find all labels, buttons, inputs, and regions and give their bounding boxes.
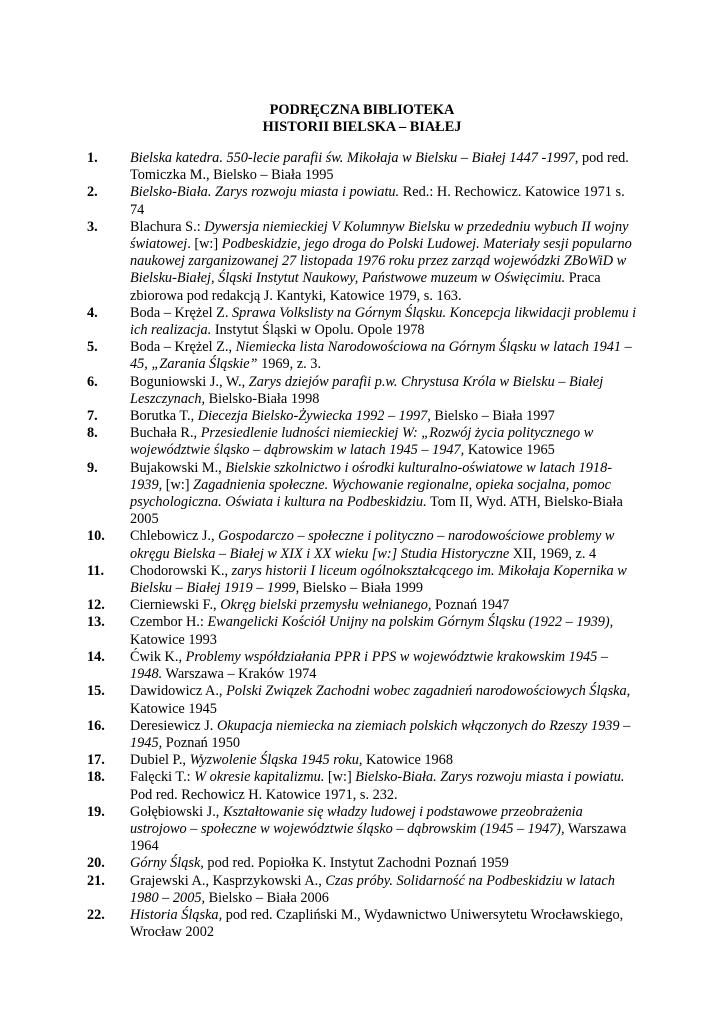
bibliography-entry <box>0 339 724 373</box>
bibliography-entry <box>0 907 724 941</box>
entry-detail: Borutka T., <box>130 408 198 425</box>
bibliography-entry <box>0 374 724 408</box>
document-title-line-1: PODRĘCZNA BIBLIOTEKA <box>269 102 455 118</box>
entry-title: Ewangelicki Kościół Unijny na polskim Górnym Śląsku (1922 – 1939), <box>207 614 614 631</box>
bibliography-entry <box>0 460 724 529</box>
entry-detail: Falęcki T.: <box>130 769 195 786</box>
bibliography-entry <box>0 597 724 614</box>
entry-detail: Deresiewicz J. <box>130 717 217 734</box>
entry-detail: Instytut Śląski w Opolu. Opole 1978 <box>211 322 425 339</box>
entry-detail: Bielsko – Biała 1999 <box>299 580 424 597</box>
bibliography-list <box>0 150 724 941</box>
entry-detail: Czembor H.: <box>130 614 208 631</box>
entry-detail: Ćwik K., <box>130 648 186 665</box>
entry-detail: pod red. Tomiczka M., Bielsko – Biała 1995 <box>130 150 629 184</box>
entry-title: Zagadnienia społeczne. Wychowanie regionalne, opieka socjalna, pomoc psychologiczna. Oświata i kultura na Podbeskidziu. <box>130 476 611 511</box>
entry-text <box>130 649 640 683</box>
entry-text <box>130 769 640 803</box>
entry-number: 2. <box>87 184 98 201</box>
entry-detail: Red.: H. Rechowicz. Katowice 1971 s. 74 <box>130 184 625 218</box>
entry-detail: Bielsko – Biała 2006 <box>205 889 329 906</box>
entry-detail: Katowice 1993 <box>130 631 217 648</box>
entry-detail: Bielsko-Biała 1998 <box>205 390 320 407</box>
entry-title: Bielska katedra. 550-lecie parafii św. Mikołaja w Bielsku – Białej 1447 -1997, <box>130 150 579 166</box>
entry-detail: Praca zbiorowa pod redakcją J. Kantyki, Katowice 1979, s. 163. <box>130 270 601 304</box>
bibliography-entry <box>0 528 724 562</box>
entry-number: 18. <box>87 769 105 786</box>
entry-title: Kształtowanie się władzy ludowej i podstawowe przeobrażenia ustrojowo – społeczne w województwie śląsko – dąbrowskim (1945 – 1947), <box>130 803 583 837</box>
entry-number: 10. <box>87 528 105 545</box>
bibliography-entry <box>0 718 724 752</box>
entry-text <box>130 752 640 769</box>
entry-number: 21. <box>87 872 105 889</box>
entry-detail: Poznań 1950 <box>162 734 241 751</box>
entry-detail: Blachura S.: <box>130 218 205 235</box>
entry-text <box>130 219 640 305</box>
entry-detail: Dubiel P., <box>130 752 190 769</box>
entry-title: Sprawa Volkslisty na Górnym Śląsku. Koncepcja likwidacji problemu i ich realizacja. <box>130 304 637 339</box>
entry-detail: pod red. Popiołka K. Instytut Zachodni Poznań 1959 <box>203 855 509 872</box>
entry-text <box>130 460 640 529</box>
entry-detail: Boguniowski J., W., <box>130 373 249 390</box>
entry-title: Problemy współdziałania PPR i PPS w województwie krakowskim 1945 – 1948. <box>130 648 609 683</box>
entry-detail: Grajewski A., Kasprzykowski A., <box>130 872 326 889</box>
entry-text <box>130 425 640 459</box>
entry-title: Wyzwolenie Śląska 1945 roku, <box>189 752 363 769</box>
entry-text <box>130 718 640 752</box>
entry-number: 16. <box>87 717 105 734</box>
entry-number: 15. <box>87 683 105 700</box>
entry-text <box>130 683 640 717</box>
entry-title: W okresie kapitalizmu. <box>194 769 325 786</box>
entry-number: 12. <box>87 597 105 614</box>
entry-detail: [w:] <box>324 769 356 786</box>
bibliography-entry <box>0 649 724 683</box>
bibliography-entry <box>0 219 724 305</box>
entry-text <box>130 614 640 648</box>
entry-number: 6. <box>87 373 98 390</box>
entry-title: Podbeskidzie, jego droga do Polski Ludowej. Materiały sesji popularno naukowej zarganizowanej 27 listopada 1976 roku przez zarząd wojewódzki ZBoWiD w Bielsku-Białej, Śląski Instytut Naukowy, Państwowe muzeum w Oświęcimiu. <box>130 236 632 287</box>
entry-text <box>130 804 640 856</box>
document-title-line-2: HISTORII BIELSKA – BIAŁEJ <box>262 119 462 135</box>
entry-title: Bielsko-Biała. Zarys rozwoju miasta i powiatu. <box>130 184 400 201</box>
entry-detail: 1969, z. 3. <box>257 356 322 373</box>
entry-text <box>130 339 640 373</box>
entry-detail: Chlebowicz J., <box>130 528 219 545</box>
entry-title: Diecezja Bielsko-Żywiecka 1992 – 1997, <box>197 408 431 425</box>
bibliography-entry <box>0 184 724 218</box>
entry-text <box>130 855 640 872</box>
entry-text <box>130 873 640 907</box>
entry-detail: Boda – Krężel Z., <box>130 339 236 356</box>
entry-detail: Warszawa – Kraków 1974 <box>162 666 317 683</box>
entry-number: 14. <box>87 648 105 665</box>
bibliography-entry <box>0 408 724 425</box>
entry-title: zarys historii I liceum ogólnokształcącego im. Mikołaja Kopernika w Bielsku – Białej 1919 – 1999, <box>130 562 627 597</box>
entry-detail: Boda – Krężel Z. <box>130 304 233 321</box>
entry-title: Górny Śląsk, <box>130 855 204 872</box>
bibliography-entry <box>0 425 724 459</box>
entry-detail: Bielsko – Biała 1997 <box>430 408 555 425</box>
entry-text <box>130 305 640 339</box>
entry-title: Bielsko-Biała. Zarys rozwoju miasta i powiatu. <box>355 769 625 786</box>
entry-detail: Katowice 1968 <box>362 752 453 769</box>
entry-number: 19. <box>87 803 105 820</box>
bibliography-entry <box>0 855 724 872</box>
entry-number: 8. <box>87 425 98 442</box>
entry-number: 22. <box>87 906 105 923</box>
entry-text <box>130 597 640 614</box>
entry-number: 13. <box>87 614 105 631</box>
entry-detail: XII, 1969, z. 4 <box>509 545 597 562</box>
entry-title: Bielskie szkolnictwo i ośrodki kulturalno-oświatowe w latach 1918-1939, <box>130 459 612 493</box>
entry-text <box>130 528 640 562</box>
entry-number: 17. <box>87 752 105 769</box>
bibliography-entry <box>0 150 724 184</box>
entry-title: Przesiedlenie ludności niemieckiej W: „Rozwój życia politycznego w województwie śląsko – dąbrowskim w latach 1945 – 1947, <box>130 425 594 459</box>
entry-detail: pod red. Czapliński M., Wydawnictwo Uniwersytetu Wrocławskiego, Wrocław 2002 <box>130 906 624 941</box>
entry-number: 9. <box>87 459 98 476</box>
entry-title: Czas próby. Solidarność na Podbeskidziu w latach 1980 – 2005, <box>130 872 615 906</box>
entry-number: 1. <box>87 150 98 166</box>
entry-detail: Bujakowski M., <box>130 459 226 476</box>
bibliography-entry <box>0 614 724 648</box>
entry-title: Polski Związek Zachodni wobec zagadnień narodowościowych Śląska, <box>226 683 631 700</box>
entry-detail: . [w:] <box>187 236 222 253</box>
bibliography-entry <box>0 769 724 803</box>
entry-detail: [w:] <box>162 476 194 493</box>
entry-detail: Chodorowski K., <box>130 562 232 579</box>
entry-detail: Warszawa 1964 <box>130 820 627 855</box>
entry-title: Dywersja niemieckiej V Kolumnyw Bielsku w przededniu wybuch II wojny światowej <box>130 218 629 253</box>
entry-number: 5. <box>87 339 98 356</box>
bibliography-entry <box>0 563 724 597</box>
entry-title: Okupacja niemiecka na ziemiach polskich włączonych do Rzeszy 1939 – 1945, <box>130 717 631 751</box>
entry-text <box>130 150 640 184</box>
entry-title: Zarys dziejów parafii p.w. Chrystusa Króla w Bielsku – Białej Leszczynach, <box>130 373 604 407</box>
entry-detail: Dawidowicz A., <box>130 683 227 700</box>
bibliography-entry <box>0 305 724 339</box>
entry-detail: Katowice 1945 <box>130 700 217 717</box>
entry-detail: Gołębiowski J., <box>130 803 223 820</box>
entry-text <box>130 408 640 425</box>
entry-detail: Tom II, Wyd. ATH, Bielsko-Biała 2005 <box>130 494 623 528</box>
bibliography-entry <box>0 873 724 907</box>
entry-number: 11. <box>87 562 105 579</box>
bibliography-entry <box>0 752 724 769</box>
entry-number: 20. <box>87 855 105 872</box>
entry-text <box>130 563 640 597</box>
entry-title: Historia Śląska, <box>130 906 223 923</box>
bibliography-entry <box>0 683 724 717</box>
entry-text <box>130 184 640 218</box>
entry-detail: Katowice 1965 <box>464 442 555 459</box>
entry-title: Niemiecka lista Narodowościowa na Górnym Śląsku w latach 1941 – 45, „Zarania Śląskie” <box>130 339 632 373</box>
entry-detail: Cierniewski F., <box>130 597 221 614</box>
entry-title: Okręg bielski przemysłu wełnianego, <box>220 597 432 614</box>
entry-title: Gospodarczo – społeczne i polityczno – narodowościowe problemy w okręgu Bielska – Białej w XIX i XX wieku [w:] Studia Historyczne <box>130 528 615 562</box>
entry-detail: Buchała R., <box>130 425 201 442</box>
entry-number: 3. <box>87 218 98 235</box>
bibliography-entry <box>0 804 724 856</box>
entry-detail: Poznań 1947 <box>431 597 510 614</box>
entry-text <box>130 907 640 941</box>
entry-detail: Pod red. Rechowicz H. Katowice 1971, s. 232. <box>130 786 398 803</box>
entry-number: 4. <box>87 304 98 321</box>
entry-text <box>130 374 640 408</box>
entry-number: 7. <box>87 408 98 425</box>
